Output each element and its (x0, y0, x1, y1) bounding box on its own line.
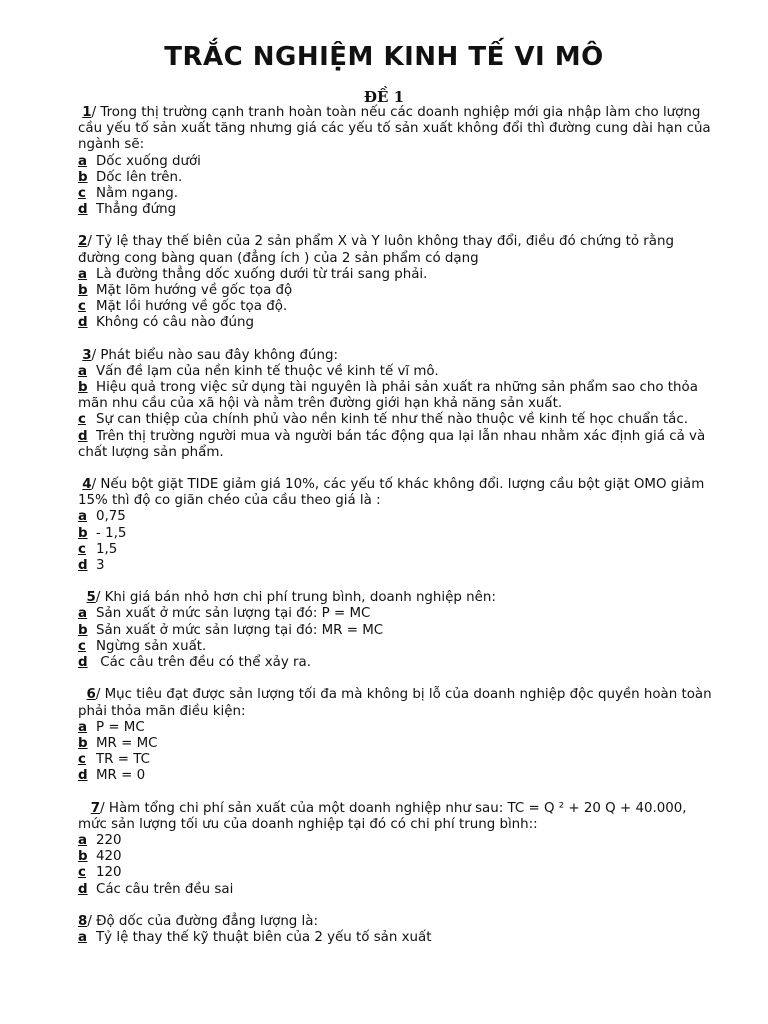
option-letter: d (78, 881, 88, 897)
question-body: / Trong thị trường cạnh tranh hoàn toàn nếu các doanh nghiệp mới gia nhập làm cho lượng cầu yếu tố sản xuất tăng nhưng giá các yếu tố sản xuất không đổi thì đường cung dài hạn của ngành sẽ: (78, 105, 711, 153)
answer-option-b (78, 526, 718, 542)
answer-option-c (78, 299, 718, 315)
option-letter: b (78, 849, 88, 865)
question-body: / Khi giá bán nhỏ hơn chi phí trung bình, doanh nghiệp nên: (95, 590, 496, 606)
option-text: Mặt lõm hướng về gốc tọa độ (96, 283, 293, 299)
answer-option-d (78, 315, 718, 331)
option-letter: d (78, 315, 88, 331)
question-text (78, 590, 718, 606)
option-letter: a (78, 929, 88, 945)
question-indent (78, 590, 87, 605)
option-letter: a (78, 363, 88, 379)
option-text: Không có câu nào đúng (96, 315, 254, 331)
question-number: 5 (86, 590, 96, 606)
option-text: Dốc xuống dưới (96, 153, 201, 169)
question-body: / Độ dốc của đường đẳng lượng là: (87, 913, 318, 929)
option-letter: d (78, 202, 88, 218)
question-body: / Hàm tổng chi phí sản xuất của một doanh nghiệp như sau: TC = Q ² + 20 Q + 40.000, mức sản lượng tối ưu của doanh nghiệp tại đó có chi phí trung bình:: (78, 800, 687, 832)
option-text: Ngừng sản xuất. (96, 638, 207, 654)
answer-option-a (78, 364, 718, 380)
question-text (78, 234, 718, 266)
option-letter: d (78, 428, 88, 444)
exam-label: ĐỀ 1 (363, 88, 405, 106)
option-letter: d (78, 558, 88, 574)
option-letter: b (78, 380, 88, 396)
option-text: Các câu trên đều có thể xảy ra. (96, 655, 311, 671)
question-body: / Phát biểu nào sau đây không đúng: (91, 347, 338, 363)
answer-option-b (78, 849, 718, 865)
answer-option-d (78, 882, 718, 898)
option-text: Mặt lồi hướng về gốc tọa độ. (96, 299, 288, 315)
question-body: / Tỷ lệ thay thế biên của 2 sản phẩm X và Y luôn không thay đổi, điều đó chứng tỏ rằng đường cong bàng quan (đẳng ích ) của 2 sản phẩm có dạng (78, 234, 674, 266)
option-text: 1,5 (96, 541, 118, 557)
option-text: Thẳng đứng (96, 202, 177, 218)
answer-option-a (78, 154, 718, 170)
option-letter: c (78, 541, 86, 557)
option-letter: a (78, 509, 88, 525)
option-text: 120 (96, 865, 122, 881)
answer-option-c (78, 542, 718, 558)
option-text: Các câu trên đều sai (96, 881, 234, 897)
option-text: Là đường thẳng dốc xuống dưới từ trái sang phải. (96, 266, 428, 282)
option-letter: b (78, 525, 88, 541)
answer-option-b (78, 380, 718, 412)
option-text: Vấn đề lạm của nền kinh tế thuộc về kinh tế vĩ mô. (96, 363, 439, 379)
answer-option-a (78, 267, 718, 283)
question-number: 4 (82, 477, 92, 493)
question-body: / Nếu bột giặt TIDE giảm giá 10%, các yếu tố khác không đổi. lượng cầu bột giặt OMO giảm 15% thì độ co giãn chéo của cầu theo giá là : (78, 477, 705, 509)
answer-option-d (78, 558, 718, 574)
answer-option-b (78, 283, 718, 299)
option-letter: a (78, 719, 88, 735)
question-4 (78, 477, 718, 574)
question-list (78, 105, 718, 946)
option-text: MR = 0 (96, 768, 146, 784)
question-indent (78, 801, 91, 816)
option-letter: c (78, 865, 86, 881)
question-5 (78, 590, 718, 671)
option-letter: a (78, 153, 88, 169)
answer-option-d (78, 768, 718, 784)
option-letter: b (78, 283, 88, 299)
answer-option-c (78, 412, 718, 428)
answer-option-b (78, 736, 718, 752)
option-text: Trên thị trường người mua và người bán tác động qua lại lẫn nhau nhằm xác định giá cả và chất lượng sản phẩm. (78, 428, 710, 460)
option-letter: c (78, 412, 86, 428)
answer-option-a (78, 606, 718, 622)
option-letter: c (78, 186, 86, 202)
option-text: Tỷ lệ thay thế kỹ thuật biên của 2 yếu tố sản xuất (96, 929, 432, 945)
answer-option-b (78, 170, 718, 186)
option-text: TR = TC (96, 752, 150, 768)
answer-option-c (78, 752, 718, 768)
answer-option-a (78, 720, 718, 736)
answer-option-b (78, 623, 718, 639)
answer-option-c (78, 865, 718, 881)
question-indent (78, 687, 87, 702)
option-text: 220 (96, 832, 122, 848)
question-text (78, 477, 718, 509)
question-1 (78, 105, 718, 218)
option-letter: c (78, 638, 86, 654)
question-text (78, 914, 718, 930)
option-text: - 1,5 (96, 525, 127, 541)
answer-option-c (78, 186, 718, 202)
answer-option-d (78, 429, 718, 461)
option-letter: c (78, 752, 86, 768)
answer-option-d (78, 655, 718, 671)
option-letter: a (78, 606, 88, 622)
option-letter: d (78, 768, 88, 784)
option-text: Hiệu quả trong việc sử dụng tài nguyên là phải sản xuất ra những sản phẩm sao cho thỏa mãn nhu cầu của xã hội và nằm trên đường giới hạn khả năng sản xuất. (78, 380, 703, 412)
answer-option-c (78, 639, 718, 655)
question-number: 8 (78, 913, 88, 929)
option-text: P = MC (96, 719, 145, 735)
question-number: 1 (82, 105, 92, 120)
question-text (78, 105, 718, 154)
question-6 (78, 687, 718, 784)
option-text: Sản xuất ở mức sản lượng tại đó: MR = MC (96, 622, 384, 638)
question-number: 2 (78, 234, 88, 250)
option-text: Dốc lên trên. (96, 169, 183, 185)
option-text: Nằm ngang. (96, 186, 178, 202)
option-letter: b (78, 169, 88, 185)
question-number: 7 (90, 800, 101, 816)
answer-option-a (78, 833, 718, 849)
question-3 (78, 348, 718, 461)
question-text (78, 687, 718, 719)
option-text: MR = MC (96, 735, 158, 751)
option-text: 420 (96, 849, 122, 865)
option-letter: a (78, 832, 88, 848)
question-text (78, 348, 718, 364)
question-body: / Mục tiêu đạt được sản lượng tối đa mà không bị lỗ của doanh nghiệp độc quyền hoàn toàn phải thỏa mãn điều kiện: (78, 687, 712, 719)
option-letter: c (78, 299, 86, 315)
option-text: 0,75 (96, 509, 126, 525)
question-number: 6 (86, 687, 96, 703)
option-letter: b (78, 735, 88, 751)
answer-option-d (78, 202, 718, 218)
option-text: Sự can thiệp của chính phủ vào nền kinh tế như thế nào thuộc về kinh tế học chuẩn tắc. (96, 412, 688, 428)
option-letter: d (78, 655, 88, 671)
question-number: 3 (82, 347, 92, 363)
question-2 (78, 234, 718, 331)
option-letter: b (78, 622, 88, 638)
answer-option-a (78, 509, 718, 525)
option-letter: a (78, 266, 88, 282)
document-title: TRẮC NGHIỆM KINH TẾ VI MÔ (164, 42, 604, 72)
option-text: 3 (96, 558, 105, 574)
answer-option-a (78, 930, 718, 946)
question-8 (78, 914, 718, 946)
question-text (78, 801, 718, 833)
question-7 (78, 801, 718, 898)
option-text: Sản xuất ở mức sản lượng tại đó: P = MC (96, 606, 371, 622)
